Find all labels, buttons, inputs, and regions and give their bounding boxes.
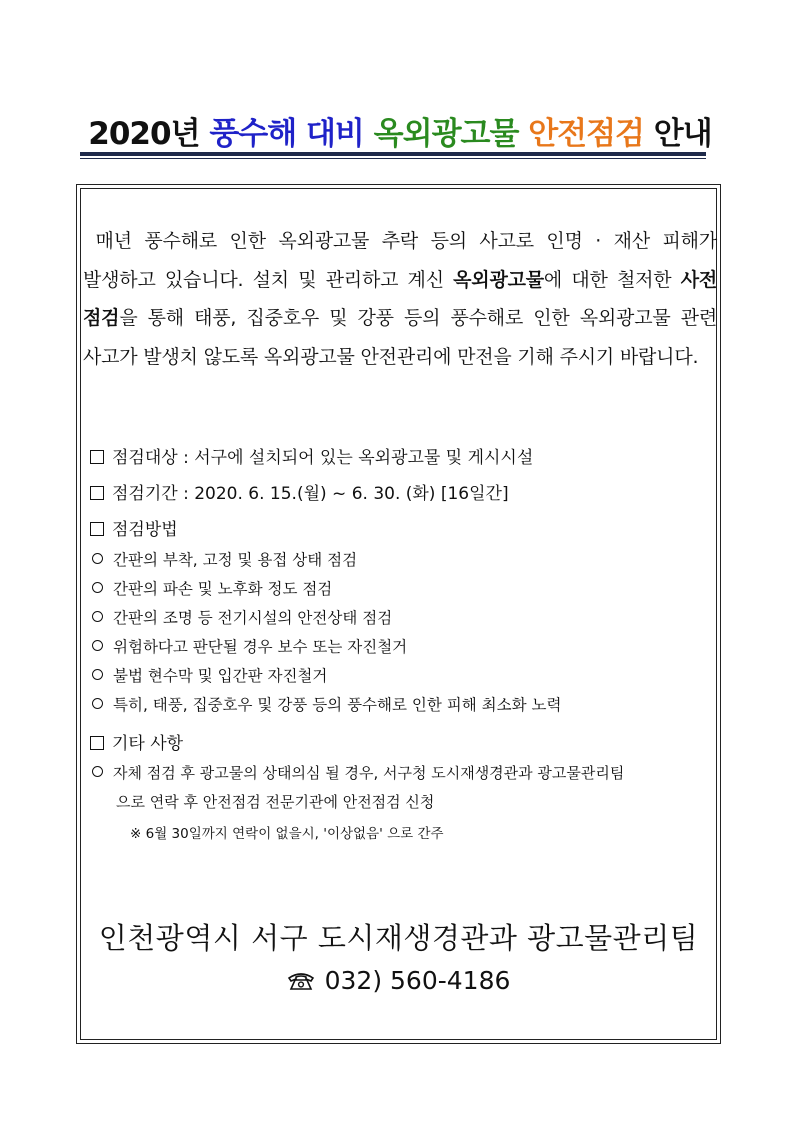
list-item xyxy=(92,635,407,657)
intro-text-3: 을 통해 태풍, 집중호우 및 강풍 등의 풍수해로 인한 옥외광고물 관련 사고가 발생치 않도록 옥외광고물 안전관리에 만전을 기해 주시기 바랍니다. xyxy=(83,307,717,368)
title-outdoor-ads: 옥외광고물 xyxy=(373,116,519,152)
circle-bullet-icon xyxy=(92,611,103,622)
note-text: ※ 6월 30일까지 연락이 없을시, '이상없음' 으로 간주 xyxy=(130,826,444,842)
intro-bold-pre-check: 사전 점검 xyxy=(83,268,717,329)
note xyxy=(130,822,444,842)
title-notice: 안내 xyxy=(653,116,712,152)
circle-bullet-icon xyxy=(92,698,103,709)
method-item-text: 간판의 부착, 고정 및 용접 상태 점검 xyxy=(113,551,358,569)
circle-bullet-icon xyxy=(92,640,103,651)
method-item-text: 불법 현수막 및 입간판 자진철거 xyxy=(113,667,328,685)
method-item-text: 간판의 조명 등 전기시설의 안전상태 점검 xyxy=(113,609,393,627)
intro-paragraph xyxy=(83,222,717,376)
list-item xyxy=(92,606,392,628)
period-text: 점검기간 : 2020. 6. 15.(월) ~ 6. 30. (화) [16일간] xyxy=(112,484,509,504)
list-item xyxy=(92,548,357,570)
section-period xyxy=(90,479,509,504)
targets-text: 점검대상 : 서구에 설치되어 있는 옥외광고물 및 게시시설 xyxy=(112,448,534,468)
list-item xyxy=(92,762,624,783)
section-targets xyxy=(90,443,533,468)
circle-bullet-icon xyxy=(92,669,103,680)
section-method xyxy=(90,515,178,540)
title-safety-check: 안전점검 xyxy=(528,116,644,152)
title-typhoon: 풍수해 xyxy=(209,116,297,152)
list-item xyxy=(92,577,332,599)
footer-organization: 인천광역시 서구 도시재생경관과 광고물관리팀 xyxy=(98,921,699,955)
list-item xyxy=(92,693,561,715)
title-underline-thin xyxy=(80,158,706,159)
circle-bullet-icon xyxy=(92,553,103,564)
intro-bold-outdoor-ads: 옥외광고물 xyxy=(453,268,544,291)
circle-bullet-icon xyxy=(92,766,103,777)
intro-text-2: 에 대한 철저한 xyxy=(543,268,681,291)
list-item xyxy=(92,664,327,686)
method-heading: 점검방법 xyxy=(112,520,178,540)
method-item-text: 간판의 파손 및 노후화 정도 점검 xyxy=(113,580,333,598)
checkbox-square-icon xyxy=(90,486,104,500)
section-other xyxy=(90,729,183,754)
intro-text-1: 매년 풍수해로 인한 옥외광고물 추락 등의 사고로 인명 · 재산 피해가 발생하고 있습니다. 설치 및 관리하고 계신 xyxy=(83,230,717,291)
title-underline-thick xyxy=(80,152,706,156)
checkbox-square-icon xyxy=(90,522,104,536)
checkbox-square-icon xyxy=(90,450,104,464)
telephone-number: 032) 560-4186 xyxy=(324,966,511,995)
footer-telephone xyxy=(80,966,717,995)
other-item-line1: 자체 점검 후 광고물의 상태의심 될 경우, 서구청 도시재생경관과 광고물관리팀 xyxy=(113,764,625,782)
page-title xyxy=(0,108,800,153)
other-item-line2: 으로 연락 후 안전점검 전문기관에 안전점검 신청 xyxy=(116,793,435,811)
checkbox-square-icon xyxy=(90,736,104,750)
title-prepare: 대비 xyxy=(305,116,364,152)
method-item-text: 위험하다고 판단될 경우 보수 또는 자진철거 xyxy=(113,638,408,656)
other-item-continuation xyxy=(116,791,434,812)
other-heading: 기타 사항 xyxy=(112,734,184,754)
title-year: 2020년 xyxy=(88,116,200,152)
method-item-text: 특히, 태풍, 집중호우 및 강풍 등의 풍수해로 인한 피해 최소화 노력 xyxy=(113,696,562,714)
telephone-icon xyxy=(287,971,315,991)
circle-bullet-icon xyxy=(92,582,103,593)
